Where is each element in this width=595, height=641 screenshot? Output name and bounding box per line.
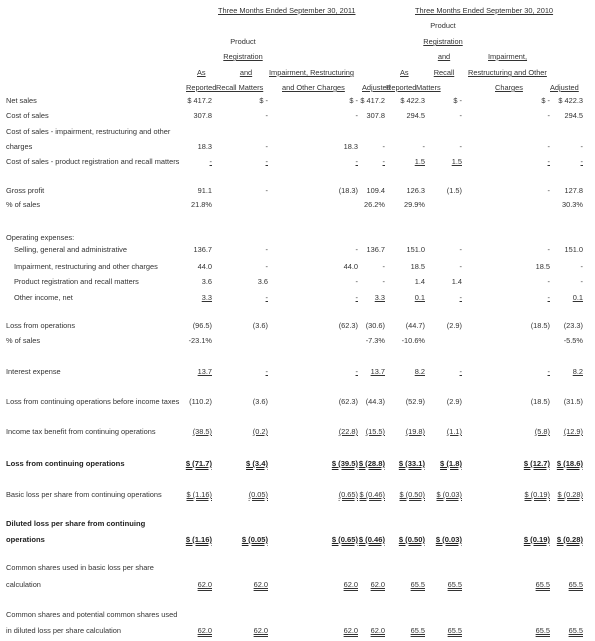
table-cell: $ - [453,96,462,105]
table-cell: 0.1 [414,293,425,302]
table-cell: 3.3 [201,293,212,302]
table-cell: 18.3 [343,142,358,151]
col-2011-impairment-h1: Impairment, Restructuring [269,68,355,77]
row-label: Product registration and recall matters [14,277,139,286]
table-cell: $ 422.3 [558,96,583,105]
table-cell: -7.3% [365,336,385,345]
table-cell: 21.8% [191,200,212,209]
table-cell: (15.5) [365,427,385,436]
table-cell: $ (0.50) [399,490,425,499]
table-cell: - [355,367,358,376]
table-cell: -5.5% [563,336,583,345]
table-cell: 136.7 [193,245,212,254]
table-cell: $ (0.50) [398,535,425,544]
row-label: Loss from continuing operations before income taxes [6,397,180,406]
table-cell: 26.2% [364,200,385,209]
table-cell: $ - [541,96,550,105]
row-label: Interest expense [6,367,61,376]
table-cell: $ (12.7) [523,459,550,468]
table-cell: 62.0 [343,626,358,635]
table-cell: (38.5) [192,427,212,436]
table-cell: - [580,142,583,151]
table-cell: (23.3) [563,321,583,330]
table-cell: - [209,157,212,166]
table-cell: - [265,111,268,120]
row-label: Net sales [6,96,37,105]
row-label: Operating expenses: [6,233,75,242]
col-2011-recall-h2: Registration [223,52,263,61]
table-cell: (18.3) [338,186,358,195]
table-cell: $ (0.65) [331,535,358,544]
table-cell: 62.0 [253,580,268,589]
table-cell: 1.5 [414,157,425,166]
table-cell: (2.9) [446,321,462,330]
table-cell: - [459,142,462,151]
table-cell: (3.6) [252,321,268,330]
table-cell: 65.5 [535,580,550,589]
col-2010-impairment-h1: Impairment, [488,52,528,61]
row-label: Common shares used in basic loss per share [6,563,154,572]
table-cell: - [355,293,358,302]
table-cell: $ 417.2 [360,96,385,105]
row-label: Loss from operations [6,321,76,330]
row-label: % of sales [6,200,41,209]
table-cell: (18.5) [530,397,550,406]
row-label: Basic loss per share from continuing operations [6,490,162,499]
table-cell: 3.6 [257,277,268,286]
table-cell: 151.0 [564,245,583,254]
table-cell: $ 417.2 [187,96,212,105]
col-2010-as: As [400,68,409,77]
table-cell: (30.6) [365,321,385,330]
table-cell: (3.6) [252,397,268,406]
row-label: Other income, net [14,293,73,302]
table-cell: 3.6 [201,277,212,286]
col-2011-reported: Reported [186,83,217,92]
table-cell: (44.3) [365,397,385,406]
table-cell: 44.0 [343,262,358,271]
row-label: in diluted loss per share calculation [6,626,122,635]
table-cell: 62.0 [343,580,358,589]
table-cell: 126.3 [406,186,425,195]
table-cell: 294.5 [564,111,583,120]
table-cell: 62.0 [253,626,268,635]
table-cell: - [547,245,550,254]
table-cell: - [265,157,268,166]
table-cell: 18.3 [197,142,212,151]
table-cell: $ (0.03) [436,490,462,499]
table-cell: (0.05) [248,490,268,499]
table-cell: - [580,277,583,286]
table-cell: - [382,262,385,271]
table-cell: 18.5 [410,262,425,271]
table-cell: 307.8 [366,111,385,120]
table-cell: (62.3) [338,321,358,330]
table-cell: $ - [349,96,358,105]
table-cell: - [355,111,358,120]
table-cell: 8.2 [414,367,425,376]
table-cell: (62.3) [338,397,358,406]
table-cell: $ (0.03) [435,535,462,544]
table-cell: 62.0 [197,580,212,589]
table-cell: $ (39.5) [331,459,358,468]
table-cell: 3.3 [374,293,385,302]
table-cell: 65.5 [447,580,462,589]
table-cell: 307.8 [193,111,212,120]
col-2010-reported: Reported [386,83,417,92]
table-cell: - [265,262,268,271]
row-label: Common shares and potential common shares used [6,610,178,619]
table-cell: - [382,142,385,151]
col-2011-recall-h3: and [239,68,253,77]
table-cell: $ (0.28) [557,490,583,499]
table-cell: $ - [259,96,268,105]
table-cell: - [580,157,583,166]
table-cell: -23.1% [188,336,212,345]
table-cell: - [382,277,385,286]
row-label: Selling, general and administrative [14,245,127,254]
col-2010-recall-h5: Matters [416,83,441,92]
table-cell: 91.1 [197,186,212,195]
table-cell: 65.5 [568,580,583,589]
table-cell: $ (0.19) [524,490,550,499]
table-cell: (0.2) [252,427,268,436]
table-cell: - [459,293,462,302]
table-cell: $ (1.8) [440,459,462,468]
table-cell: - [265,245,268,254]
table-cell: (2.9) [446,397,462,406]
table-cell: (1.5) [446,186,462,195]
table-cell: 30.3% [562,200,583,209]
table-cell: - [459,367,462,376]
table-cell: - [547,186,550,195]
table-cell: 13.7 [197,367,212,376]
row-label: Gross profit [6,186,45,195]
table-cell: $ (0.05) [241,535,268,544]
table-cell: - [459,111,462,120]
table-cell: $ (18.6) [556,459,583,468]
col-2011-impairment-h2: and Other Charges [282,83,345,92]
col-2011-as: As [197,68,206,77]
table-cell: - [547,142,550,151]
table-cell: - [265,142,268,151]
row-label: operations [6,535,45,544]
table-cell: 151.0 [406,245,425,254]
table-cell: 127.8 [564,186,583,195]
table-cell: 62.0 [370,626,385,635]
row-label: calculation [6,580,41,589]
table-cell: - [355,245,358,254]
col-2010-recall-h4: Recall [433,68,455,77]
table-cell: 1.4 [451,277,462,286]
table-cell: $ (3.4) [246,459,268,468]
table-cell: - [580,262,583,271]
table-cell: - [422,142,425,151]
table-cell: $ (33.1) [398,459,425,468]
table-cell: - [355,157,358,166]
table-cell: 0.1 [572,293,583,302]
table-cell: - [547,293,550,302]
table-cell: - [355,277,358,286]
col-2010-impairment-h3: Charges [495,83,523,92]
row-label: Loss from continuing operations [6,459,125,468]
row-label: charges [6,142,33,151]
row-label: % of sales [6,336,41,345]
table-cell: - [547,367,550,376]
row-label: Cost of sales - product registration and recall matters [6,157,180,166]
table-cell: (22.8) [338,427,358,436]
table-cell: 18.5 [535,262,550,271]
table-cell: 1.4 [414,277,425,286]
table-cell: 109.4 [366,186,385,195]
table-cell: - [265,186,268,195]
table-cell: $ (0.46) [358,535,385,544]
table-cell: 62.0 [197,626,212,635]
table-cell: 44.0 [197,262,212,271]
table-cell: 13.7 [370,367,385,376]
table-cell: 136.7 [366,245,385,254]
table-cell: (96.5) [192,321,212,330]
table-cell: 8.2 [572,367,583,376]
table-cell: (12.9) [563,427,583,436]
table-cell: (18.5) [530,321,550,330]
table-cell: $ (1.16) [185,535,212,544]
row-label: Income tax benefit from continuing operations [6,427,156,436]
table-cell: $ (71.7) [185,459,212,468]
col-2011-adjusted: Adjusted [362,83,391,92]
table-cell: $ 422.3 [400,96,425,105]
table-cell: (52.9) [405,397,425,406]
table-cell: (19.8) [405,427,425,436]
period-2010-heading: Three Months Ended September 30, 2010 [415,6,554,15]
table-cell: - [547,157,550,166]
row-label: Cost of sales - impairment, restructuring and other [6,127,171,136]
col-2010-adjusted: Adjusted [550,83,579,92]
period-2011-heading: Three Months Ended September 30, 2011 [218,6,356,15]
table-cell: (5.8) [534,427,550,436]
table-cell: $ (1.16) [186,490,212,499]
table-cell: (0.65) [338,490,358,499]
table-cell: 65.5 [410,580,425,589]
table-cell: $ (28.8) [358,459,385,468]
table-cell: $ (0.46) [359,490,385,499]
table-cell: -10.6% [401,336,425,345]
col-2010-recall-h1: Product [430,21,456,30]
table-cell: 29.9% [404,200,425,209]
table-cell: (31.5) [563,397,583,406]
table-cell: 65.5 [410,626,425,635]
col-2010-impairment-h2: Restructuring and Other [468,68,547,77]
table-cell: 1.5 [451,157,462,166]
col-2010-recall-h2: Registration [423,37,463,46]
table-cell: 65.5 [535,626,550,635]
row-label: Diluted loss per share from continuing [6,519,146,528]
table-cell: - [459,245,462,254]
table-cell: - [265,293,268,302]
table-cell: 65.5 [447,626,462,635]
table-cell: 294.5 [406,111,425,120]
table-cell: (110.2) [189,397,212,406]
col-2011-recall-h4: Recall Matters [216,83,264,92]
table-cell: - [459,262,462,271]
table-cell: 62.0 [370,580,385,589]
table-cell: - [547,111,550,120]
table-cell: - [265,367,268,376]
col-2011-recall-h1: Product [230,37,256,46]
table-cell: (1.1) [446,427,462,436]
table-cell: (44.7) [405,321,425,330]
table-cell: $ (0.19) [523,535,550,544]
row-label: Impairment, restructuring and other charges [14,262,158,271]
table-cell: - [547,277,550,286]
col-2010-recall-h3: and [437,52,451,61]
table-cell: $ (0.28) [556,535,583,544]
table-cell: - [382,157,385,166]
table-cell: 65.5 [568,626,583,635]
row-label: Cost of sales [6,111,49,120]
